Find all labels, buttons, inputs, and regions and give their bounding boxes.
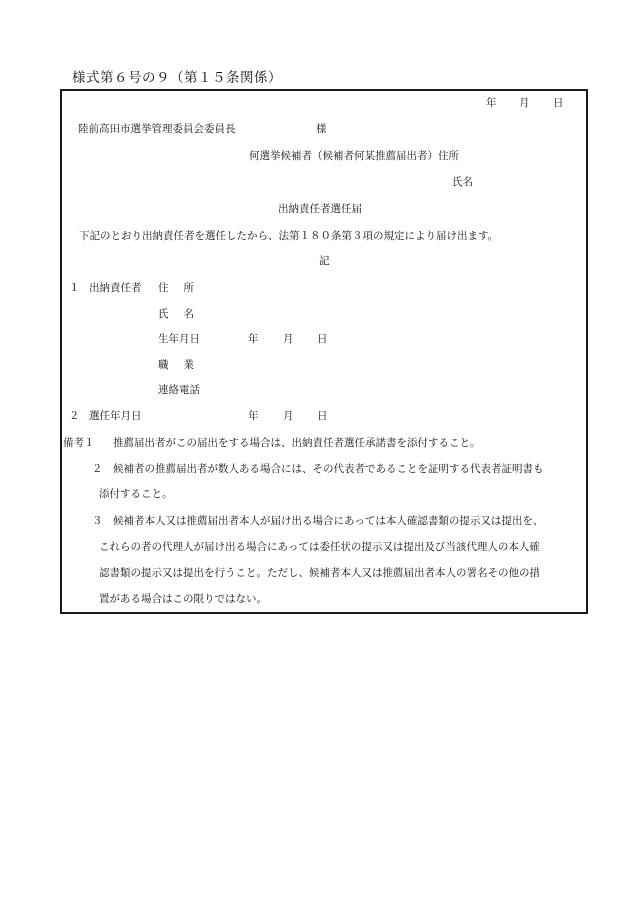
remark-note-3-line-4: 置がある場合はこの限りではない。 (99, 593, 267, 605)
record-heading: 記 (319, 255, 330, 267)
appointment-day-label: 日 (317, 410, 328, 422)
remark-note-3-line-2: これらの者の代理人が届け出る場合にあっては委任状の提示又は提出及び当該代理人の本人確 (99, 541, 540, 553)
remark-note-3-line-3: 認書類の提示又は提出を行うこと。ただし、候補者本人又は推薦届出者本人の署名その他の措 (99, 567, 540, 579)
form-number-title: 様式第６号の９（第１５条関係） (72, 70, 282, 86)
document-title: 出納責任者選任届 (278, 203, 362, 215)
field-address-label: 住所 (158, 282, 209, 294)
submitter-name-label: 氏名 (452, 176, 473, 188)
birth-year-label: 年 (248, 333, 259, 345)
addressee-honorific: 様 (316, 123, 327, 135)
remark-note-2-line-2: 添付すること。 (99, 488, 173, 500)
field-name-label: 氏名 (158, 308, 209, 320)
birth-day-label: 日 (317, 333, 328, 345)
submitter-address-label: 何選挙候補者（候補者何某推薦届出者）住所 (249, 150, 459, 162)
addressee-name: 陸前高田市選挙管理委員会委員長 (78, 123, 236, 135)
appointment-year-label: 年 (248, 410, 259, 422)
remarks-heading: 備考１ (63, 437, 95, 449)
field-contact-label: 連絡電話 (158, 384, 200, 396)
remark-note-3-number: ３ (92, 515, 103, 527)
birth-month-label: 月 (283, 333, 294, 345)
remark-note-1: 推薦届出者がこの届出をする場合は、出納責任者選任承諾書を添付すること。 (113, 437, 481, 449)
remark-note-2-line-1: 候補者の推薦届出者が数人ある場合には、その代表者であることを証明する代表者証明書も (113, 463, 544, 475)
intro-text: 下記のとおり出納責任者を選任したから、法第１８０条第３項の規定により届け出ます。 (79, 230, 499, 242)
field-occupation-label: 職業 (158, 359, 209, 371)
remark-note-3-line-1: 候補者本人又は推薦届出者本人が届け出る場合にあっては本人確認書類の提示又は提出を、 (113, 515, 544, 527)
item1-number: １ (69, 282, 80, 294)
form-frame (60, 89, 588, 614)
item1-label: 出納責任者 (89, 282, 142, 294)
field-birth-date-label: 生年月日 (158, 333, 200, 345)
remark-note-2-number: ２ (92, 463, 103, 475)
header-day-label: 日 (553, 97, 564, 109)
item2-number: ２ (69, 410, 80, 422)
item2-label: 選任年月日 (89, 410, 142, 422)
header-year-label: 年 (486, 97, 497, 109)
header-month-label: 月 (519, 97, 530, 109)
appointment-month-label: 月 (283, 410, 294, 422)
